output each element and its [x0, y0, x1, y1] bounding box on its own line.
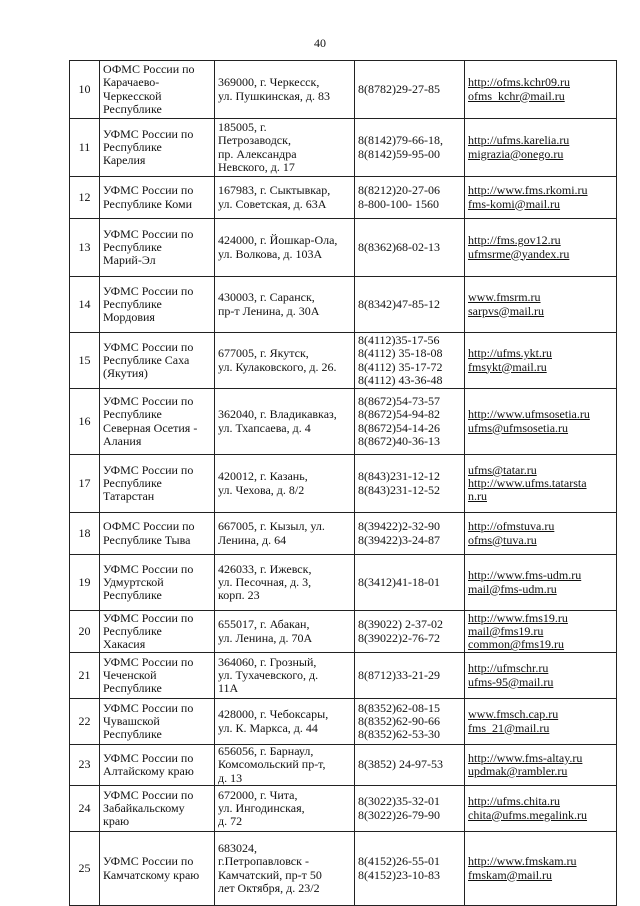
row-number-cell — [70, 832, 100, 906]
row-number-cell — [70, 277, 100, 333]
table-body — [70, 61, 617, 906]
phone-number: 8(843)231-12-12 — [358, 469, 440, 484]
phone-number: 8(4112) 35-18-08 — [358, 346, 443, 361]
organization-cell — [100, 786, 215, 832]
address-cell — [215, 745, 355, 786]
organization-cell — [100, 177, 215, 219]
address-line: ул. К. Маркса, д. 44 — [218, 720, 318, 735]
organization-name-line: УФМС России по — [103, 561, 194, 576]
organization-name-line: Республике — [103, 681, 162, 696]
address-line: Невского, д. 17 — [218, 159, 295, 174]
table-row — [70, 219, 617, 277]
address-cell — [215, 455, 355, 513]
web-contact-cell — [465, 389, 617, 455]
web-contact-cell — [465, 555, 617, 611]
web-link[interactable]: migrazia@onego.ru — [468, 146, 564, 161]
organization-name-line: УФМС России по — [103, 226, 194, 241]
organization-name-line: Алания — [103, 433, 142, 448]
web-link[interactable]: ufms@tatar.ru — [468, 462, 537, 477]
web-link[interactable]: sarpvs@mail.ru — [468, 303, 545, 318]
phone-number: 8(8342)47-85-12 — [358, 296, 440, 311]
address-line: д. 13 — [218, 770, 243, 785]
row-number-cell — [70, 653, 100, 699]
organization-name-line: УФМС России по — [103, 787, 194, 802]
organization-cell — [100, 455, 215, 513]
table-row — [70, 611, 617, 653]
address-line: ул. Тухачевского, д. — [218, 667, 319, 682]
organization-name-line: Карачаево- — [103, 75, 160, 90]
web-link[interactable]: http://www.fms-altay.ru — [468, 750, 583, 765]
organization-name-line: Республике Тыва — [103, 532, 191, 547]
web-link[interactable]: http://ufms.ykt.ru — [468, 346, 552, 361]
table-row — [70, 389, 617, 455]
web-contact-cell — [465, 699, 617, 745]
organization-name-line: Чувашской — [103, 713, 160, 728]
address-line: г.Петропавловск - — [218, 854, 309, 869]
organization-name-line: Алтайскому краю — [103, 764, 194, 778]
table-row — [70, 513, 617, 555]
address-line: корп. 23 — [218, 588, 260, 603]
address-cell — [215, 699, 355, 745]
organization-cell — [100, 219, 215, 277]
phone-number: 8(39022) 2-37-02 — [358, 617, 443, 632]
address-line: 656056, г. Барнаул, — [218, 744, 314, 759]
organization-name-line: УФМС России по — [103, 126, 194, 141]
phone-number: 8(8672)54-14-26 — [358, 420, 440, 435]
table-row — [70, 745, 617, 786]
address-line: пр. Александра — [218, 146, 297, 161]
phone-number: 8(843)231-12-52 — [358, 482, 440, 497]
address-line: лет Октября, д. 23/2 — [218, 880, 320, 895]
organization-name-line: Республике Саха — [103, 352, 190, 367]
web-link[interactable]: www.fmsrm.ru — [468, 290, 541, 305]
address-line: пр-т Ленина, д. 30А — [218, 303, 320, 318]
address-line: 362040, г. Владикавказ, — [218, 407, 337, 422]
organization-name-line: Хакасия — [103, 637, 146, 652]
row-number: 19 — [78, 574, 91, 589]
address-line: ул. Тхапсаева, д. 4 — [218, 420, 311, 435]
address-line: Комсомольский пр-т, — [218, 757, 326, 772]
row-number: 23 — [78, 757, 91, 772]
organization-name-line: УФМС России по — [103, 339, 194, 354]
phone-number: 8(8212)20-27-06 — [358, 183, 440, 198]
phone-number: 8(8352)62-90-66 — [358, 713, 440, 728]
row-number: 24 — [78, 800, 91, 815]
phone-number: 8(4152)26-55-01 — [358, 854, 440, 869]
web-contact-cell — [465, 653, 617, 699]
address-cell — [215, 277, 355, 333]
web-contact-cell — [465, 333, 617, 389]
web-contact-cell — [465, 119, 617, 177]
phone-cell — [355, 786, 465, 832]
web-link[interactable]: fmskam@mail.ru — [468, 867, 553, 882]
row-number: 16 — [78, 413, 91, 428]
web-link[interactable]: http://ufmschr.ru — [468, 661, 549, 676]
organization-name-line: Мордовия — [103, 310, 155, 325]
organization-name-line: УФМС России по — [103, 183, 194, 198]
web-contact-cell — [465, 177, 617, 219]
address-line: ул. Пушкинская, д. 83 — [218, 88, 330, 103]
phone-cell — [355, 653, 465, 699]
organization-name-line: Республике — [103, 239, 162, 254]
web-link[interactable]: http://ofms.kchr09.ru — [468, 75, 570, 90]
organization-name-line: Татарстан — [103, 489, 155, 504]
row-number: 18 — [78, 525, 91, 540]
address-cell — [215, 786, 355, 832]
address-line: ул. Ингодинская, — [218, 800, 305, 815]
web-contact-cell — [465, 219, 617, 277]
web-link[interactable]: fms-komi@mail.ru — [468, 196, 561, 211]
table-row — [70, 555, 617, 611]
web-link[interactable]: http://www.fmskam.ru — [468, 854, 577, 869]
phone-number: 8(8672)40-36-13 — [358, 433, 440, 448]
web-link[interactable]: http://www.ufmsosetia.ru — [468, 407, 590, 422]
web-link[interactable]: http://www.fms19.ru — [468, 610, 568, 625]
phone-number: 8(4152)23-10-83 — [358, 867, 440, 882]
web-link[interactable]: http://www.fms-udm.ru — [468, 568, 582, 583]
row-number: 14 — [78, 296, 91, 311]
organization-name-line: Республике — [103, 101, 162, 116]
organization-cell — [100, 745, 215, 786]
web-link[interactable]: fmsykt@mail.ru — [468, 359, 547, 374]
phone-number: 8(8782)29-27-85 — [358, 81, 440, 96]
row-number-cell — [70, 745, 100, 786]
organization-name-line: УФМС России по — [103, 610, 194, 625]
organization-name-line: Черкесской — [103, 88, 162, 103]
organization-cell — [100, 277, 215, 333]
organization-name-line: Удмуртской — [103, 574, 164, 589]
phone-number: 8(8672)54-94-82 — [358, 407, 440, 422]
row-number-cell — [70, 389, 100, 455]
phone-number: 8(39422)2-32-90 — [358, 519, 440, 534]
organization-cell — [100, 653, 215, 699]
address-line: Камчатский, пр-т 50 — [218, 867, 322, 882]
web-contact-cell — [465, 786, 617, 832]
phone-cell — [355, 455, 465, 513]
row-number: 13 — [78, 239, 91, 254]
address-cell — [215, 333, 355, 389]
phone-number: 8(8142)79-66-18, — [358, 133, 443, 148]
row-number-cell — [70, 455, 100, 513]
row-number-cell — [70, 61, 100, 119]
table-row — [70, 61, 617, 119]
row-number-cell — [70, 119, 100, 177]
phone-cell — [355, 277, 465, 333]
organization-name-line: Республике — [103, 475, 162, 490]
address-line: 655017, г. Абакан, — [218, 617, 310, 632]
phone-number: 8(8142)59-95-00 — [358, 146, 440, 161]
address-line: 11А — [218, 681, 239, 696]
address-line: 677005, г. Якутск, — [218, 346, 309, 361]
phone-cell — [355, 389, 465, 455]
organization-name-line: УФМС России по — [103, 700, 194, 715]
web-link[interactable]: common@fms19.ru — [468, 637, 565, 652]
address-line: 672000, г. Чита, — [218, 787, 298, 802]
table-row — [70, 177, 617, 219]
address-cell — [215, 555, 355, 611]
organization-name-line: УФМС России по — [103, 654, 194, 669]
organization-name-line: Марий-Эл — [103, 253, 156, 268]
web-link[interactable]: http://www.ufms.tatarsta — [468, 475, 587, 490]
row-number: 10 — [78, 81, 91, 96]
web-contact-cell — [465, 745, 617, 786]
phone-cell — [355, 611, 465, 653]
row-number: 25 — [78, 860, 91, 875]
row-number: 21 — [78, 667, 91, 682]
phone-number: 8(4112) 43-36-48 — [358, 372, 443, 387]
web-link[interactable]: ufmsrme@yandex.ru — [468, 246, 570, 261]
organization-name-line: УФМС России по — [103, 462, 194, 477]
web-link[interactable]: ofms_kchr@mail.ru — [468, 88, 565, 103]
organization-name-line: (Якутия) — [103, 366, 148, 381]
organization-cell — [100, 513, 215, 555]
address-cell — [215, 177, 355, 219]
table-row — [70, 786, 617, 832]
web-link[interactable]: http://ufms.chita.ru — [468, 794, 560, 809]
phone-number: 8(8672)54-73-57 — [358, 394, 440, 409]
organization-name-line: Республике — [103, 296, 162, 311]
web-link[interactable]: ofms@tuva.ru — [468, 532, 537, 547]
web-contact-cell — [465, 832, 617, 906]
phone-number: 8(8712)33-21-29 — [358, 667, 440, 682]
organization-name-line: Северная Осетия - — [103, 420, 198, 435]
address-line: 430003, г. Саранск, — [218, 290, 315, 305]
address-cell — [215, 832, 355, 906]
address-line: 167983, г. Сыктывкар, — [218, 183, 331, 198]
organization-cell — [100, 832, 215, 906]
phone-cell — [355, 119, 465, 177]
organization-cell — [100, 389, 215, 455]
phone-cell — [355, 832, 465, 906]
organization-name-line: ОФМС России по — [103, 62, 195, 77]
row-number-cell — [70, 699, 100, 745]
table-row — [70, 455, 617, 513]
table-row — [70, 699, 617, 745]
web-link[interactable]: updmak@rambler.ru — [468, 764, 568, 778]
organization-cell — [100, 333, 215, 389]
organization-name-line: Камчатскому краю — [103, 867, 200, 882]
web-link[interactable]: fms_21@mail.ru — [468, 720, 550, 735]
web-link[interactable]: mail@fms19.ru — [468, 623, 544, 638]
row-number: 12 — [78, 189, 91, 204]
address-line: ул. Песочная, д. 3, — [218, 574, 312, 589]
phone-number: 8(8352)62-08-15 — [358, 700, 440, 715]
web-link[interactable]: n.ru — [468, 489, 487, 504]
address-cell — [215, 653, 355, 699]
row-number-cell — [70, 555, 100, 611]
web-link[interactable]: http://www.fms.rkomi.ru — [468, 183, 588, 198]
address-line: 428000, г. Чебоксары, — [218, 707, 329, 722]
address-line: ул. Чехова, д. 8/2 — [218, 482, 305, 497]
organization-cell — [100, 119, 215, 177]
page-number: 40 — [314, 36, 326, 50]
table-row — [70, 653, 617, 699]
web-link[interactable]: ufms-95@mail.ru — [468, 674, 554, 689]
organization-name-line: Чеченской — [103, 667, 157, 682]
organization-name-line: Карелия — [103, 153, 146, 168]
organization-name-line: УФМС России по — [103, 283, 194, 298]
row-number: 17 — [78, 475, 91, 490]
web-link[interactable]: mail@fms-udm.ru — [468, 581, 557, 596]
address-line: 369000, г. Черкесск, — [218, 75, 320, 90]
address-line: 424000, г. Йошкар-Ола, — [218, 233, 338, 248]
row-number: 15 — [78, 352, 91, 367]
table-row — [70, 277, 617, 333]
table-row — [70, 832, 617, 906]
phone-cell — [355, 61, 465, 119]
address-line: ул. Кулаковского, д. 26. — [218, 359, 337, 374]
organization-name-line: Забайкальскому — [103, 800, 185, 815]
web-link[interactable]: http://fms.gov12.ru — [468, 233, 561, 248]
web-contact-cell — [465, 513, 617, 555]
address-line: 683024, — [218, 841, 257, 856]
row-number-cell — [70, 333, 100, 389]
table-row — [70, 333, 617, 389]
phone-number: 8(39022)2-76-72 — [358, 630, 440, 645]
phone-cell — [355, 333, 465, 389]
organization-cell — [100, 555, 215, 611]
address-cell — [215, 219, 355, 277]
address-line: ул. Советская, д. 63А — [218, 196, 327, 211]
organization-name-line: Республике — [103, 407, 162, 422]
organization-name-line: УФМС России по — [103, 750, 194, 765]
row-number: 22 — [78, 713, 91, 728]
address-cell — [215, 119, 355, 177]
phone-number: 8(3412)41-18-01 — [358, 574, 440, 589]
phone-number: 8(3852) 24-97-53 — [358, 757, 443, 772]
web-contact-cell — [465, 277, 617, 333]
phone-cell — [355, 745, 465, 786]
address-cell — [215, 389, 355, 455]
phone-number: 8(3022)35-32-01 — [358, 794, 440, 809]
organization-name-line: УФМС России по — [103, 394, 194, 409]
address-line: 185005, г. — [218, 120, 267, 135]
organization-name-line: краю — [103, 814, 130, 829]
organization-name-line: ОФМС России по — [103, 519, 195, 534]
phone-number: 8(8352)62-53-30 — [358, 727, 440, 742]
row-number-cell — [70, 611, 100, 653]
organization-name-line: Республике — [103, 623, 162, 638]
phone-cell — [355, 513, 465, 555]
phone-cell — [355, 699, 465, 745]
web-contact-cell — [465, 61, 617, 119]
row-number-cell — [70, 177, 100, 219]
organization-cell — [100, 611, 215, 653]
row-number-cell — [70, 219, 100, 277]
address-cell — [215, 513, 355, 555]
fms-directory-table — [69, 60, 617, 906]
address-line: Петрозаводск, — [218, 133, 291, 148]
phone-number: 8(4112) 35-17-72 — [358, 359, 443, 374]
row-number-cell — [70, 513, 100, 555]
web-link[interactable]: http://ofmstuva.ru — [468, 519, 555, 534]
row-number: 20 — [78, 623, 91, 638]
phone-cell — [355, 177, 465, 219]
phone-number: 8(8362)68-02-13 — [358, 239, 440, 254]
organization-name-line: Республике — [103, 588, 162, 603]
organization-cell — [100, 699, 215, 745]
address-cell — [215, 611, 355, 653]
address-line: д. 72 — [218, 814, 243, 829]
address-line: 420012, г. Казань, — [218, 469, 308, 484]
web-link[interactable]: ufms@ufmsosetia.ru — [468, 420, 569, 435]
address-line: ул. Ленина, д. 70А — [218, 630, 313, 645]
web-link[interactable]: http://ufms.karelia.ru — [468, 133, 570, 148]
row-number: 11 — [78, 139, 91, 154]
organization-cell — [100, 61, 215, 119]
phone-number: 8(3022)26-79-90 — [358, 807, 440, 822]
phone-cell — [355, 219, 465, 277]
organization-name-line: Республике — [103, 727, 162, 742]
web-contact-cell — [465, 455, 617, 513]
phone-number: 8(39422)3-24-87 — [358, 532, 440, 547]
row-number-cell — [70, 786, 100, 832]
phone-cell — [355, 555, 465, 611]
address-line: 667005, г. Кызыл, ул. — [218, 519, 325, 534]
address-line: 364060, г. Грозный, — [218, 654, 317, 669]
web-link[interactable]: www.fmsch.cap.ru — [468, 707, 559, 722]
table-row — [70, 119, 617, 177]
phone-number: 8-800-100- 1560 — [358, 196, 439, 211]
address-cell — [215, 61, 355, 119]
phone-number: 8(4112)35-17-56 — [358, 333, 440, 348]
address-line: Ленина, д. 64 — [218, 532, 287, 547]
organization-name-line: УФМС России по — [103, 854, 194, 869]
address-line: 426033, г. Ижевск, — [218, 561, 312, 576]
address-line: ул. Волкова, д. 103А — [218, 246, 323, 261]
organization-name-line: Республике — [103, 139, 162, 154]
web-link[interactable]: chita@ufms.megalink.ru — [468, 807, 588, 822]
organization-name-line: Республике Коми — [103, 196, 192, 211]
web-contact-cell — [465, 611, 617, 653]
